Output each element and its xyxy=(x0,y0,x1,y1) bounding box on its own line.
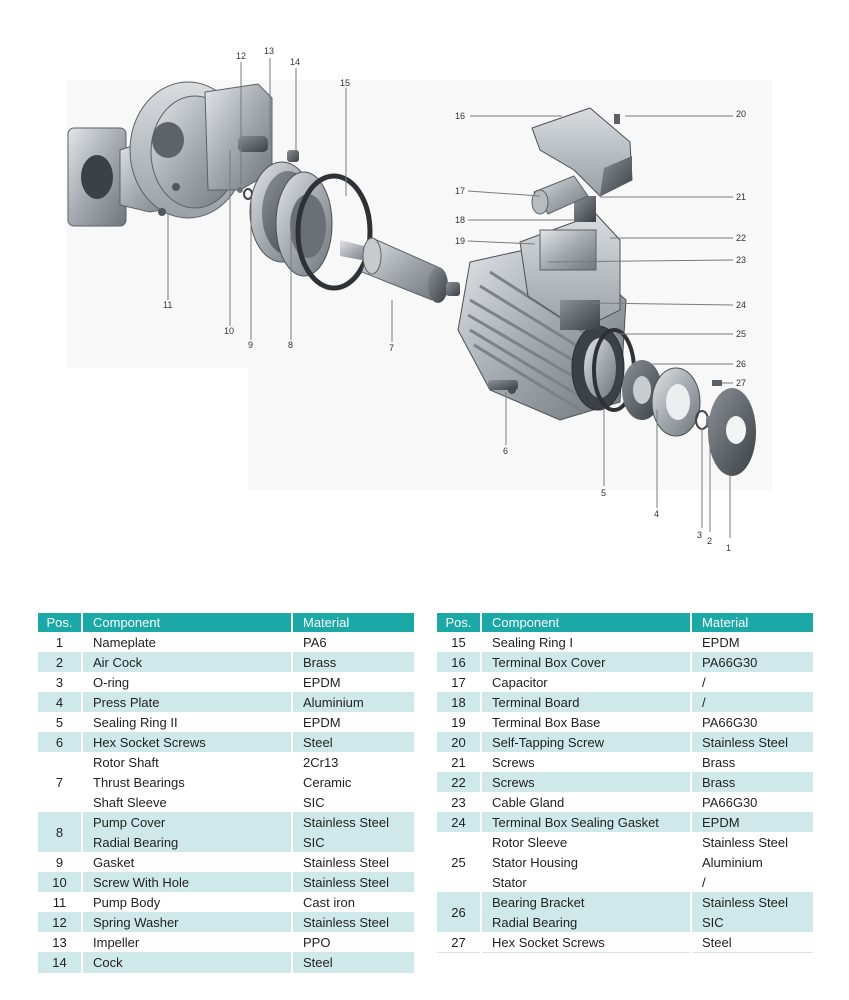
nameplate-part xyxy=(708,388,756,476)
cell-pos: 20 xyxy=(437,732,481,752)
cell-component: Air Cock xyxy=(82,652,292,672)
table-row xyxy=(437,752,813,772)
callout-20: 20 xyxy=(736,109,747,119)
cell-component: Stator xyxy=(481,872,691,892)
cell-material: 2Cr13 xyxy=(303,754,339,770)
cell-material: Steel xyxy=(691,932,813,953)
cell-component: O-ring xyxy=(82,672,292,692)
table-row xyxy=(437,832,813,852)
cell-pos: 26 xyxy=(437,892,481,932)
table-row xyxy=(38,852,414,872)
diagram-background-notch xyxy=(66,368,248,490)
cell-component: Pump Cover xyxy=(82,812,292,832)
cell-component: Cable Gland xyxy=(481,792,691,812)
callout-8: 8 xyxy=(288,340,294,350)
header-material: Material xyxy=(292,613,414,632)
cell-pos: 14 xyxy=(38,952,82,973)
cell-pos: 4 xyxy=(38,692,82,712)
cell-component: Press Plate xyxy=(82,692,292,712)
cell-material: Stainless Steel xyxy=(702,834,788,850)
cell-material: Steel xyxy=(292,952,414,973)
cell-pos: 3 xyxy=(38,672,82,692)
table-row xyxy=(437,932,813,953)
cell-component: Radial Bearing xyxy=(82,832,292,852)
cell-component: Rotor Sleeve xyxy=(481,832,691,852)
table-row xyxy=(38,712,414,732)
cell-material: Ceramic xyxy=(303,774,352,790)
cell-component: Shaft Sleeve xyxy=(82,792,292,812)
table-row xyxy=(437,792,813,812)
cell-component: Nameplate xyxy=(82,632,292,652)
table-row xyxy=(437,912,813,932)
table-row xyxy=(38,932,414,952)
table-row xyxy=(38,652,414,672)
table-row xyxy=(437,652,813,672)
cell-material: Brass xyxy=(702,754,736,770)
cell-pos: 24 xyxy=(437,812,481,832)
table-header-row xyxy=(437,613,813,632)
press-plate-part xyxy=(652,368,700,436)
cell-pos: 1 xyxy=(38,632,82,652)
spring-washer-part xyxy=(237,187,243,193)
table-row xyxy=(38,832,414,852)
cell-component: Terminal Box Base xyxy=(481,712,691,732)
cell-pos: 23 xyxy=(437,792,481,812)
cell-material: Brass xyxy=(292,652,414,672)
cell-component: Stator Housing xyxy=(481,852,691,872)
cell-pos: 12 xyxy=(38,912,82,932)
table-row xyxy=(38,632,414,652)
cell-component: Radial Bearing xyxy=(481,912,691,932)
cell-material: Cast iron xyxy=(303,894,356,910)
callout-24: 24 xyxy=(736,300,747,310)
cell-material: Aluminium xyxy=(702,854,763,870)
cell-material: PA66G30 xyxy=(702,794,758,810)
cell-component: Capacitor xyxy=(481,672,691,692)
callout-9: 9 xyxy=(248,340,254,350)
cell-material: Steel xyxy=(292,732,414,752)
callout-11: 11 xyxy=(163,300,173,310)
table-row xyxy=(437,672,813,692)
table-row xyxy=(437,692,813,712)
callout-3: 3 xyxy=(697,530,703,540)
header-component: Component xyxy=(481,613,691,632)
cell-component: Screws xyxy=(481,772,691,792)
cell-pos: 16 xyxy=(437,652,481,672)
cell-material: / xyxy=(691,692,813,712)
table-row xyxy=(38,732,414,752)
cell-pos: 21 xyxy=(437,752,481,772)
cell-component: Screws xyxy=(481,752,691,772)
cell-pos: 2 xyxy=(38,652,82,672)
table-row xyxy=(38,952,414,973)
cell-component: Hex Socket Screws xyxy=(481,932,691,953)
callout-4: 4 xyxy=(654,509,660,519)
callout-21: 21 xyxy=(736,192,747,202)
cell-component: Rotor Shaft xyxy=(82,752,292,772)
table-row xyxy=(38,672,414,692)
callout-18: 18 xyxy=(455,215,466,225)
callout-5: 5 xyxy=(601,488,607,498)
cell-material: EPDM xyxy=(303,674,341,690)
cell-component: Screw With Hole xyxy=(82,872,292,892)
self-tapping-screw-part xyxy=(614,114,620,124)
table-row xyxy=(437,892,813,912)
table-row xyxy=(38,772,414,792)
table-row xyxy=(38,792,414,812)
cell-material: PA6 xyxy=(303,634,327,650)
cell-pos: 15 xyxy=(437,632,481,652)
cell-component: Bearing Bracket xyxy=(481,892,691,912)
cell-component: Self-Tapping Screw xyxy=(481,732,691,752)
cell-material: SIC xyxy=(292,832,414,852)
cell-material: Stainless Steel xyxy=(292,812,414,832)
cell-material: / xyxy=(702,674,706,690)
callout-6: 6 xyxy=(503,446,509,456)
parts-table-left xyxy=(38,613,414,973)
cell-material: / xyxy=(702,874,706,890)
cell-material: PA66G30 xyxy=(691,652,813,672)
cell-pos: 19 xyxy=(437,712,481,732)
cell-component: Terminal Box Sealing Gasket xyxy=(481,812,691,832)
cell-pos: 7 xyxy=(38,752,82,812)
cell-pos: 25 xyxy=(437,832,481,892)
cell-material: Stainless Steel xyxy=(292,872,414,892)
callout-17: 17 xyxy=(455,186,466,196)
callout-2: 2 xyxy=(707,536,713,546)
callout-26: 26 xyxy=(736,359,747,369)
cell-material: EPDM xyxy=(691,812,813,832)
table-row xyxy=(38,892,414,912)
callout-14: 14 xyxy=(290,57,301,67)
cell-component: Sealing Ring I xyxy=(481,632,691,652)
table-row xyxy=(437,712,813,732)
table-row xyxy=(437,852,813,872)
callout-19: 19 xyxy=(455,236,466,246)
callout-1: 1 xyxy=(726,543,732,553)
header-pos: Pos. xyxy=(437,613,481,632)
table-row xyxy=(437,812,813,832)
parts-table-right xyxy=(437,613,813,953)
callout-27: 27 xyxy=(736,378,747,388)
table-row xyxy=(38,812,414,832)
cell-material: Brass xyxy=(691,772,813,792)
callout-16: 16 xyxy=(455,111,466,121)
cell-material: EPDM xyxy=(303,714,341,730)
cell-material: SIC xyxy=(691,912,813,932)
cell-material: PA66G30 xyxy=(702,714,758,730)
table-row xyxy=(437,732,813,752)
cell-pos: 10 xyxy=(38,872,82,892)
cell-material: Stainless Steel xyxy=(292,912,414,932)
table-row xyxy=(437,632,813,652)
cell-pos: 11 xyxy=(38,892,82,912)
callout-7: 7 xyxy=(389,343,395,353)
cell-material: PPO xyxy=(303,934,331,950)
cell-component: Spring Washer xyxy=(82,912,292,932)
callout-22: 22 xyxy=(736,233,747,243)
header-component: Component xyxy=(82,613,292,632)
cell-pos: 22 xyxy=(437,772,481,792)
table-row xyxy=(437,872,813,892)
cell-material: Stainless Steel xyxy=(303,854,389,870)
cell-pos: 5 xyxy=(38,712,82,732)
table-header-row xyxy=(38,613,414,632)
cell-pos: 8 xyxy=(38,812,82,852)
callout-10: 10 xyxy=(224,326,235,336)
callout-13: 13 xyxy=(264,46,275,56)
cell-material: SIC xyxy=(303,794,325,810)
cell-material: Stainless Steel xyxy=(691,892,813,912)
cell-pos: 17 xyxy=(437,672,481,692)
hex-screws-part xyxy=(712,380,722,386)
header-pos: Pos. xyxy=(38,613,82,632)
cell-component: Thrust Bearings xyxy=(82,772,292,792)
cell-component: Gasket xyxy=(82,852,292,872)
cell-component: Hex Socket Screws xyxy=(82,732,292,752)
table-row xyxy=(437,772,813,792)
cell-material: EPDM xyxy=(702,634,740,650)
cell-component: Cock xyxy=(82,952,292,973)
cell-pos: 13 xyxy=(38,932,82,952)
cell-pos: 9 xyxy=(38,852,82,872)
cell-material: Stainless Steel xyxy=(691,732,813,752)
callout-25: 25 xyxy=(736,329,747,339)
callout-23: 23 xyxy=(736,255,747,265)
cell-component: Pump Body xyxy=(82,892,292,912)
cell-pos: 18 xyxy=(437,692,481,712)
table-row xyxy=(38,912,414,932)
cell-component: Terminal Box Cover xyxy=(481,652,691,672)
table-row xyxy=(38,692,414,712)
cell-component: Sealing Ring II xyxy=(82,712,292,732)
callout-12: 12 xyxy=(236,51,247,61)
table-row xyxy=(38,752,414,772)
header-material: Material xyxy=(691,613,813,632)
cell-pos: 27 xyxy=(437,932,481,953)
cell-material: Aluminium xyxy=(292,692,414,712)
cock-part xyxy=(287,150,299,162)
callout-15: 15 xyxy=(340,78,351,88)
cell-pos: 6 xyxy=(38,732,82,752)
cell-component: Impeller xyxy=(82,932,292,952)
table-row xyxy=(38,872,414,892)
cell-component: Terminal Board xyxy=(481,692,691,712)
